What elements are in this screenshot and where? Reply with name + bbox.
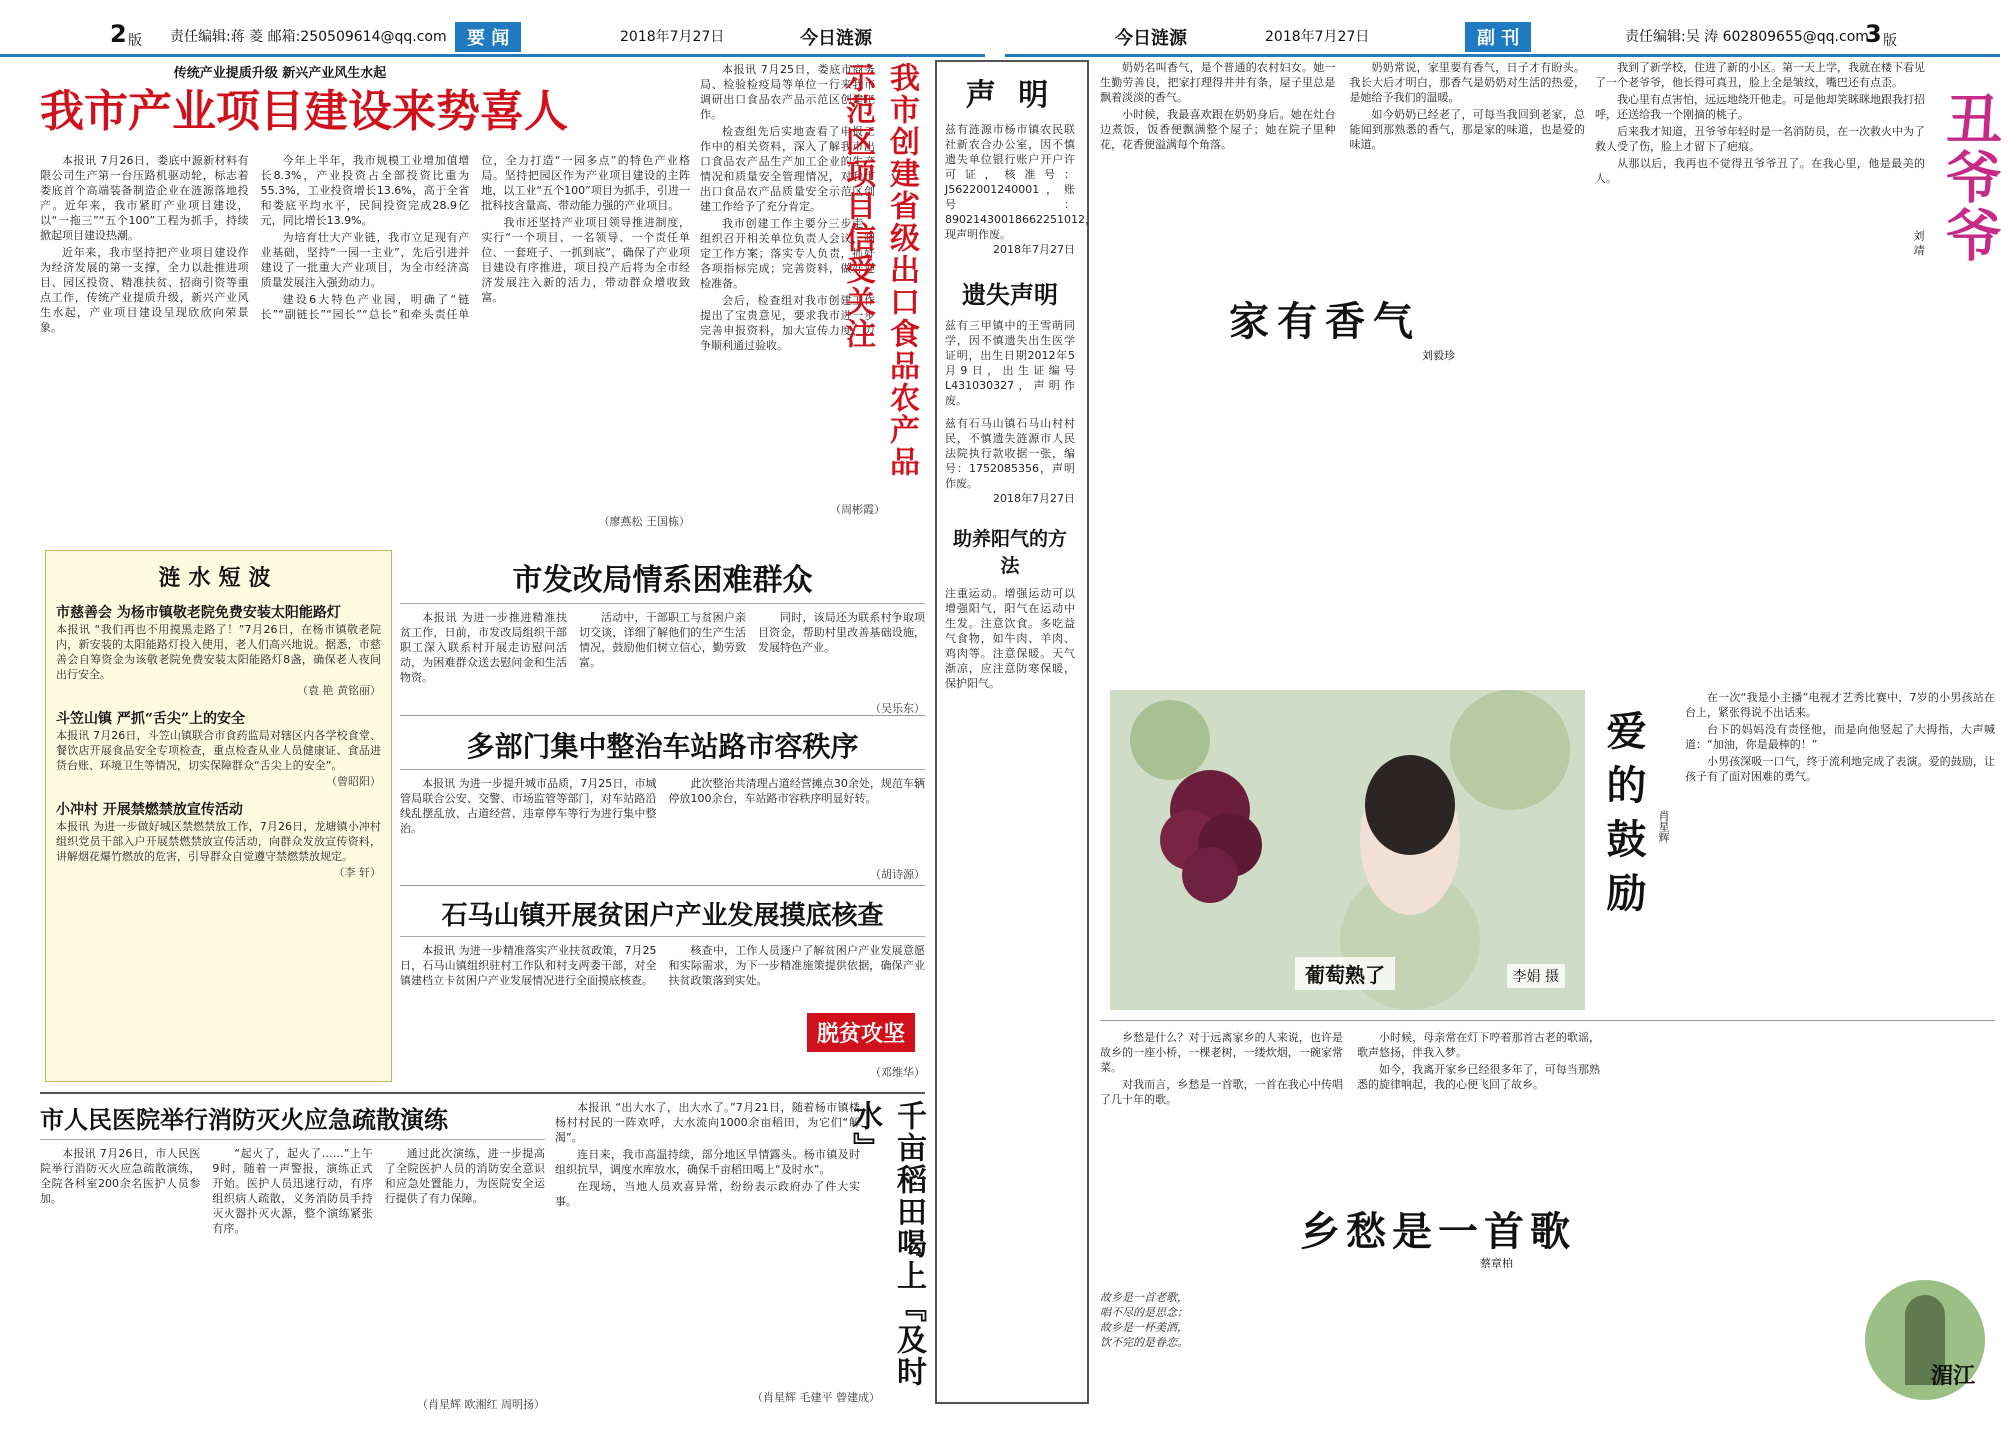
encourage-author: 肖星辉: [1657, 810, 1670, 843]
byline: （周彬霞）: [830, 503, 885, 516]
paragraph: 同时，该局还为联系村争取项目资金，帮助村里改善基础设施，发展特色产业。: [758, 611, 925, 654]
fgj-body: [400, 610, 925, 700]
grape-photo: [1110, 690, 1585, 1010]
poem-line: 饮不完的是眷恋。: [1100, 1336, 1188, 1349]
rice-article: [555, 1100, 930, 1405]
meijiang-stamp: [1865, 1280, 1985, 1400]
rice-headline: 千亩稻田喝上『及时水』: [847, 1100, 926, 1388]
nostalgia-title: 乡愁是一首歌: [1300, 1208, 1576, 1255]
station-road-headline: 多部门集中整治车站路市容秩序: [400, 725, 925, 770]
short-item-body: 本报讯 7月26日，斗笠山镇联合市食药监局对辖区内各学校食堂、餐饮店开展食品安全专项检查，重点检查从业人员健康证、食品进货台账、环境卫生等情况，切实保障群众“舌尖上的安全”。: [56, 729, 381, 772]
issue-date: 2018年7月27日: [1265, 29, 1370, 45]
short-item-byline: （袁 艳 黄铭丽）: [297, 684, 381, 697]
fragrance-title-block: [1195, 290, 1455, 360]
byline: （胡诗源）: [870, 868, 925, 881]
paragraph: 后来我才知道，丑爷爷年轻时是一名消防员，在一次救火中为了救人受了伤，脸上才留下了疤痕。: [1595, 125, 1925, 153]
short-news-title: 涟水短波: [158, 565, 279, 591]
page-number: 3: [1865, 20, 1882, 48]
fgj-headline: 市发改局情系困难群众: [400, 555, 925, 604]
lead-article: [40, 62, 690, 528]
byline: （肖星辉 欧湘红 周明扬）: [417, 1398, 545, 1411]
masthead: 今日涟源: [800, 28, 872, 49]
paragraph: 本报讯 为进一步提升城市品质，7月25日，市城管局联合公安、交警、市场监管等部门，对车站路沿线乱摆乱放、占道经营、违章停车等行为进行集中整治。: [400, 777, 657, 835]
page-header-left: [0, 18, 985, 57]
poverty-stamp: 脱贫攻坚: [807, 1013, 915, 1052]
encourage-body: [1685, 690, 1995, 1010]
poem-line: 唱不尽的是思念；: [1100, 1306, 1188, 1319]
fgj-article: [400, 555, 925, 715]
shimashan-headline: 石马山镇开展贫困户产业发展摸底核查: [400, 895, 925, 937]
lead-body: [40, 153, 690, 513]
notice-title: 声 明: [965, 78, 1055, 113]
notice-date: 2018年7月27日: [993, 243, 1075, 256]
paragraph: 我到了新学校，住进了新的小区。第一天上学，我就在楼下看见了一个老爷爷，他长得可真丑，脸上全是皱纹，嘴巴还有点歪。: [1595, 61, 1925, 89]
paragraph: 今年上半年，我市规模工业增加值增长8.3%，产业投资占全部投资比重为55.3%，工业投资增长13.6%，高于全省和娄底平均水平，民间投资完成28.9亿元，同比增长13.9%。: [260, 154, 470, 227]
nostalgia-poem: [1100, 1290, 1340, 1350]
divider: [1100, 1020, 1995, 1021]
lost-notice-body: 兹有三甲镇中的王雪萌同学，因不慎遗失出生医学证明，出生日期2012年5月9日，出生证编号L431030327，声明作废。: [945, 319, 1075, 407]
hospital-article: [40, 1100, 545, 1411]
short-item-head: 市慈善会 为杨市镇敬老院免费安装太阳能路灯: [56, 605, 341, 621]
short-item-body: 本报讯 为进一步做好城区禁燃禁放工作，7月26日，龙塘镇小冲村组织党员干部入户开展禁燃禁放宣传活动，向群众发放宣传资料，讲解烟花爆竹燃放的危害，引导群众自觉遵守禁燃禁放规定。: [56, 820, 381, 863]
paragraph: 通过此次演练，进一步提高了全院医护人员的消防安全意识和应急处置能力，为医院安全运行提供了有力保障。: [384, 1147, 545, 1205]
health-body: 注重运动。增强运动可以增强阳气，阳气在运动中生发。注意饮食。多吃益气食物，如牛肉、羊肉、鸡肉等。注意保暖。天气渐凉，应注意防寒保暖，保护阳气。: [945, 587, 1075, 690]
paragraph: 核查中，工作人员逐户了解贫困户产业发展意愿和实际需求，为下一步精准施策提供依据，确保产业扶贫政策落到实处。: [668, 944, 925, 987]
lost-notice-title: 遗失声明: [962, 280, 1058, 309]
page-suffix: 版: [128, 33, 142, 49]
byline: （肖星辉 毛建平 曾建成）: [752, 1391, 880, 1404]
page-suffix: 版: [1883, 33, 1897, 49]
photo-caption: 葡萄熟了: [1295, 957, 1395, 990]
paragraph: 在现场，当地人员欢喜异常，纷纷表示政府办了件大实事。: [555, 1180, 860, 1208]
lead-headline: 我市产业项目建设来势喜人: [40, 86, 568, 137]
divider: [400, 715, 925, 716]
right-page: [1005, 0, 2003, 1429]
byline: （吴乐东）: [870, 702, 925, 715]
paragraph: 为培育壮大产业链，我市立足现有产业基础，坚持“一园一主业”，先后引进并建设了一批重大产业项目，为全市经济高质量发展注入强劲动力。: [260, 231, 470, 289]
paragraph: 会后，检查组对我市创建工作提出了宝贵意见，要求我市进一步完善申报资料，加大宣传力度，力争顺利通过验收。: [700, 294, 875, 352]
issue-date: 2018年7月27日: [620, 29, 725, 45]
fragrance-author: 刘毅珍: [1422, 349, 1455, 362]
paragraph: 台下的妈妈没有责怪他，而是向他竖起了大拇指，大声喊道：“加油，你是最棒的！”: [1685, 723, 1995, 751]
short-item-head: 斗笠山镇 严抓“舌尖”上的安全: [56, 711, 245, 727]
section-label: 副 刊: [1465, 22, 1531, 52]
ox-title-block: [1912, 90, 2003, 410]
short-item-head: 小冲村 开展禁燃禁放宣传活动: [56, 802, 243, 818]
paragraph: 活动中，干部职工与贫困户亲切交谈，详细了解他们的生产生活情况，鼓励他们树立信心，勤劳致富。: [579, 611, 746, 669]
nostalgia-article: [1100, 1030, 1995, 1410]
paragraph: 小时候，我最喜欢跟在奶奶身后。她在灶台边煮饭，饭香便飘满整个屋子；她在院子里种花，花香便溢满每个角落。: [1100, 108, 1336, 151]
export-headline: 我市创建省级出口食品农产品示范区项目信受关注: [840, 62, 919, 478]
paragraph: 近年来，我市坚持把产业项目建设作为经济发展的第一支撑，全力以赴推进项目、园区投资、精准扶贫、招商引资等重点工作，传统产业提质升级，新兴产业风生水起，产业项目建设呈现欣欣向荣景象。: [40, 246, 249, 334]
encourage-title: 爱的鼓励: [1600, 710, 1647, 926]
ox-article: [1595, 60, 1925, 660]
rice-body: [555, 1100, 860, 1380]
section-label: 要 闻: [455, 22, 521, 52]
station-road-body: [400, 776, 925, 866]
page-number: 2: [110, 20, 127, 48]
paragraph: 本报讯 “出大水了，出大水了。”7月21日，随着杨市镇楼杨村村民的一阵欢呼，大水流向1000余亩稻田，为它们“解渴”。: [555, 1101, 860, 1144]
byline: （邓维华）: [870, 1066, 925, 1079]
short-item-body: 本报讯 “我们再也不用摸黑走路了！”7月26日，在杨市镇敬老院内，新安装的太阳能路灯投入使用，老人们高兴地说。据悉，市慈善会自筹资金为该敬老院免费安装太阳能路灯8盏，确保老人夜间出行安全。: [56, 623, 381, 681]
short-item-byline: （李 轩）: [333, 866, 381, 879]
lost-notice-body-2: 兹有石马山镇石马山村村民，不慎遗失涟源市人民法院执行款收据一张，编号：1752085356，声明作废。: [945, 417, 1075, 490]
export-food-article: [700, 62, 925, 517]
ox-author: 刘 靖: [1912, 230, 1925, 256]
paragraph: 本报讯 7月26日，娄底中源新材料有限公司生产第一台压路机驱动轮，标志着娄底首个高端装备制造企业在涟源落地投产。近年来，我市紧盯产业项目建设，以“一拖三”“五个100”工程为抓手，持续掀起项目建设热潮。: [40, 154, 249, 242]
health-title: 助养阳气的方法: [952, 528, 1067, 577]
paragraph: 如今奶奶已经老了，可每当我回到老家，总能闻到那熟悉的香气，那是家的味道，也是爱的味道。: [1349, 108, 1585, 151]
hospital-headline: 市人民医院举行消防灭火应急疏散演练: [40, 1100, 545, 1140]
paragraph: 此次整治共清理占道经营摊点30余处，规范车辆停放100余台，车站路市容秩序明显好转。: [668, 777, 925, 805]
paragraph: 如今，我离开家乡已经很多年了，可每当那熟悉的旋律响起，我的心便飞回了故乡。: [1357, 1063, 1600, 1091]
paragraph: 本报讯 为进一步精准落实产业扶贫政策，7月25日，石马山镇组织驻村工作队和村支两委干部，对全镇建档立卡贫困户产业发展情况进行全面摸底核查。: [400, 944, 657, 987]
divider: [40, 1092, 925, 1094]
byline: （廖燕松 王国栋）: [598, 515, 690, 528]
meijiang-label: 湄江: [1930, 1363, 1975, 1389]
photo-credit: 李娟 摄: [1507, 964, 1565, 988]
notice-body: 兹有涟源市杨市镇农民联社新农合办公室，因不慎遗失单位银行账户开户许可证，核准号：J5622001240001，账号：89021430018662251012，现声明作废。: [945, 123, 1096, 241]
paragraph: 建设6大特色产业园，明确了“链长”“副链长”“园长”“总长”和牵头责任单位，全力打造“一园多点”的特色产业格局。坚持把园区作为产业项目建设的主阵地，以工业“五个100”项目为抓手，引进一批科技含量高、带动能力强的产业项目。: [260, 154, 690, 321]
nostalgia-body: [1100, 1030, 1600, 1180]
paragraph: 小男孩深吸一口气，终于流利地完成了表演。爱的鼓励，让孩子有了面对困难的勇气。: [1685, 755, 1995, 783]
page-header-right: [1005, 18, 2000, 57]
paragraph: “起火了，起火了……”上午9时，随着一声警报，演练正式开始。医护人员迅速行动，有序组织病人疏散，义务消防员手持灭火器扑灭火源，整个演练紧张有序。: [212, 1147, 373, 1235]
kicker: 传统产业提质升级 新兴产业风生水起: [173, 66, 387, 81]
poem-line: 故乡是一杯美酒，: [1100, 1321, 1188, 1334]
paragraph: 乡愁是什么？对于远离家乡的人来说，也许是故乡的一座小桥，一棵老树，一缕炊烟，一碗家常菜。: [1100, 1031, 1343, 1074]
paragraph: 本报讯 7月26日，市人民医院举行消防灭火应急疏散演练，全院各科室200余名医护人员参加。: [40, 1147, 201, 1205]
paragraph: 从那以后，我再也不觉得丑爷爷丑了。在我心里，他是最美的人。: [1595, 157, 1925, 185]
masthead: 今日涟源: [1115, 28, 1187, 49]
lost-notice-date: 2018年7月27日: [993, 492, 1075, 505]
station-road-article: [400, 725, 925, 881]
editor-info: 责任编辑:蒋 菱 邮箱:250509614@qq.com: [170, 29, 447, 45]
shimashan-article: [400, 895, 925, 1080]
fragrance-title: 家有香气: [1229, 298, 1421, 345]
paragraph: 对我而言，乡愁是一首歌，一首在我心中传唱了几十年的歌。: [1100, 1078, 1343, 1106]
encourage-article: [1595, 690, 1995, 1010]
paragraph: 我心里有点害怕，远远地绕开他走。可是他却笑眯眯地跟我打招呼，还送给我一个刚摘的桃子。: [1595, 93, 1925, 121]
paragraph: 本报讯 7月25日，娄底市商务局、检验检疫局等单位一行来我市调研出口食品农产品示范区创建工作。: [700, 63, 875, 121]
paragraph: 本报讯 为进一步推进精准扶贫工作，日前，市发改局组织干部职工深入联系村开展走访慰问活动，为困难群众送去慰问金和生活物资。: [400, 611, 567, 684]
short-item-byline: （曾昭阳）: [326, 775, 381, 788]
paragraph: 连日来，我市高温持续，部分地区旱情露头。杨市镇及时组织抗旱，调度水库放水，确保千亩稻田喝上“及时水”。: [555, 1148, 860, 1176]
paragraph: 小时候，母亲常在灯下哼着那首古老的歌谣，歌声悠扬，伴我入梦。: [1357, 1031, 1600, 1059]
ox-body: [1595, 60, 1925, 640]
poem-line: 故乡是一首老歌，: [1100, 1291, 1188, 1304]
paragraph: 检查组先后实地查看了申报工作中的相关资料，深入了解我市出口食品农产品生产加工企业的生产情况和质量安全管理情况，对我市出口食品农产品质量安全示范区创建工作给予了充分肯定。: [700, 125, 875, 213]
paragraph: 奶奶常说，家里要有香气，日子才有盼头。我长大后才明白，那香气是奶奶对生活的热爱，是她给予我们的温暖。: [1349, 61, 1585, 104]
paragraph: 奶奶名叫香气，是个普通的农村妇女。她一生勤劳善良，把家打理得井井有条，屋子里总是飘着淡淡的香气。: [1100, 61, 1336, 104]
divider: [400, 885, 925, 886]
short-news-box: [45, 550, 392, 1082]
paragraph: 我市创建工作主要分三步走，组织召开相关单位负责人会议，制定工作方案；落实专人负责，抓好各项指标完成；完善资料，做好迎检准备。: [700, 217, 875, 290]
nostalgia-author: 蔡章柏: [1480, 1257, 1513, 1270]
paragraph: 在一次“我是小主播”电视才艺秀比赛中，7岁的小男孩站在台上，紧张得说不出话来。: [1685, 691, 1995, 719]
hospital-body: [40, 1146, 545, 1396]
paragraph: 我市还坚持产业项目领导推进制度，实行“一个项目、一名领导、一个责任单位、一套班子、一抓到底”，确保了产业项目建设有序推进，项目投产后将为全市经济发展注入新的活力，带动群众增收致富。: [481, 216, 690, 304]
ox-title: 丑爷爷: [1937, 90, 2003, 264]
editor-info: 责任编辑:吴 涛 602809655@qq.com: [1625, 29, 1869, 45]
